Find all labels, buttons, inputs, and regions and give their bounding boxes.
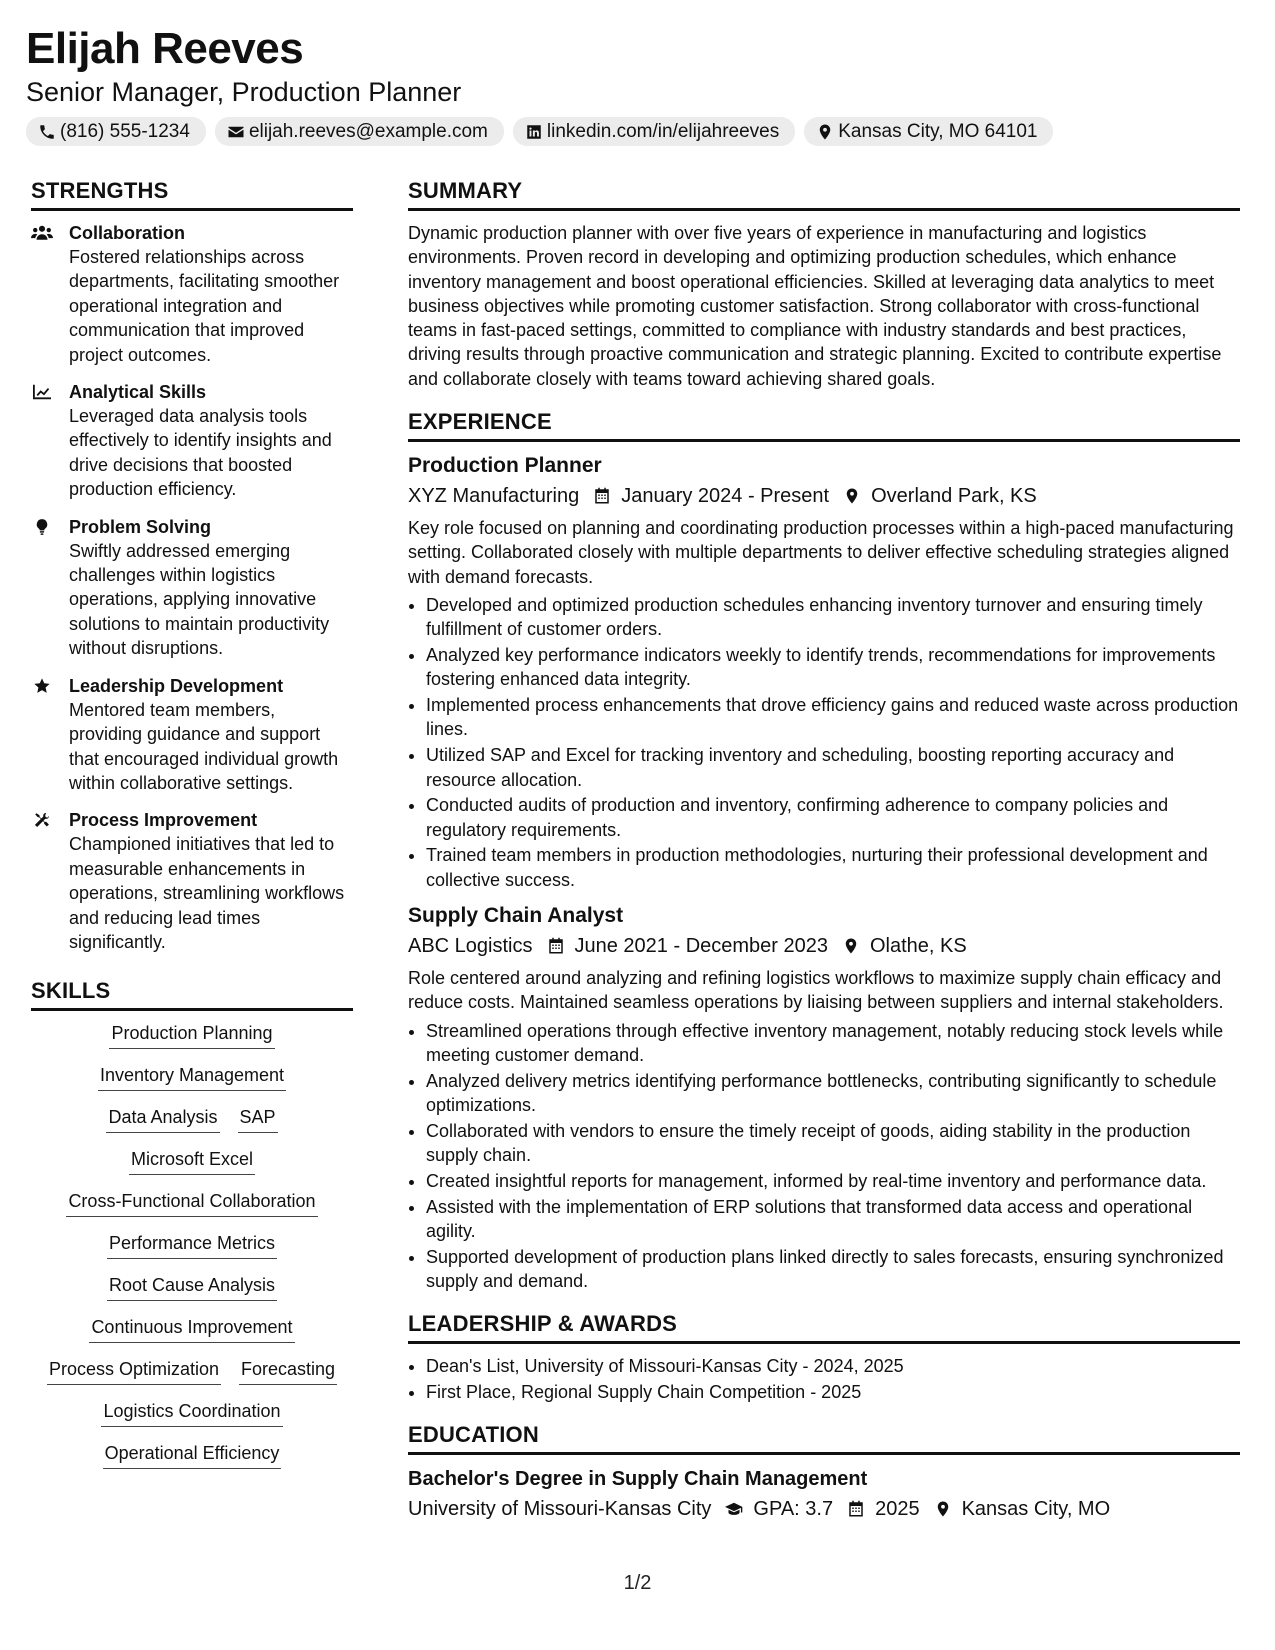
contact-linkedin[interactable]	[513, 117, 795, 146]
job-title: Supply Chain Analyst	[408, 904, 624, 928]
strength-desc: Mentored team members, providing guidance and support that encouraged individual growth within collaborative settings.	[69, 699, 339, 793]
strength-desc: Swiftly addressed emerging challenges within logistics operations, applying innovative solutions to maintain productivity without disruptions.	[69, 540, 330, 659]
strength-title: Collaboration	[69, 223, 185, 243]
education-meta	[408, 1495, 1240, 1523]
strength-item	[31, 674, 353, 796]
skill-tag: Root Cause Analysis	[107, 1273, 277, 1301]
calendar-icon	[547, 937, 565, 955]
bullet-item: • Implemented process enhancements that drove efficiency gains and reduced waste across production lines.	[426, 693, 1240, 742]
school-name: University of Missouri-Kansas City	[408, 1498, 712, 1521]
users-icon	[31, 224, 53, 242]
linkedin-text: linkedin.com/in/elijahreeves	[546, 120, 780, 142]
contact-bar	[26, 117, 1249, 146]
page-number: 1/2	[623, 1572, 652, 1594]
candidate-name: Elijah Reeves	[26, 24, 304, 73]
skill-tag: Logistics Coordination	[101, 1399, 282, 1427]
job-description: Key role focused on planning and coordinating production processes within a high-paced manufacturing setting. Collaborated closely with multiple departments to deliver effective scheduling strategies aligned with demand forecasts.	[408, 518, 1234, 587]
chart-line-icon	[31, 383, 53, 401]
strength-item	[31, 380, 353, 502]
map-pin-icon	[843, 487, 861, 505]
bullet-item: • Assisted with the implementation of ERP solutions that transformed data access and operational agility.	[426, 1195, 1240, 1244]
bullet-item: • Conducted audits of production and inventory, confirming adherence to company policies and regulatory requirements.	[426, 793, 1240, 842]
graduation-year: 2025	[875, 1498, 920, 1521]
skill-tag: Performance Metrics	[107, 1231, 277, 1259]
email-text: elijah.reeves@example.com	[248, 120, 488, 142]
job-bullets	[408, 1019, 1240, 1294]
strength-title: Process Improvement	[69, 810, 258, 831]
right-column	[408, 176, 1240, 1529]
strength-item	[31, 515, 353, 661]
skill-tag: Process Optimization	[47, 1357, 221, 1385]
resume-header	[26, 24, 1249, 146]
strength-desc: Championed initiatives that led to measurable enhancements in operations, streamlining workflows and reducing lead times significantly.	[69, 834, 345, 952]
strength-desc: Leveraged data analysis tools effectively to identify insights and drive decisions that boosted production efficiency.	[69, 406, 332, 500]
contact-email[interactable]	[215, 117, 504, 146]
bullet-item: • Streamlined operations through effective inventory management, notably reducing stock levels while meeting customer demand.	[426, 1019, 1240, 1068]
bullet-item: • Supported development of production plans linked directly to sales forecasts, ensuring synchronized supply and demand.	[426, 1245, 1240, 1294]
skill-tag: Data Analysis	[106, 1105, 219, 1133]
contact-phone[interactable]	[26, 117, 206, 146]
skill-tag: Inventory Management	[98, 1063, 286, 1091]
job-meta	[408, 482, 1240, 510]
candidate-title: Senior Manager, Production Planner	[26, 77, 462, 107]
strengths-heading: STRENGTHS	[31, 176, 353, 211]
job-company: ABC Logistics	[408, 935, 533, 958]
tools-icon	[31, 811, 53, 829]
degree-title: Bachelor's Degree in Supply Chain Management	[408, 1468, 868, 1491]
skill-tag: Cross-Functional Collaboration	[66, 1189, 317, 1217]
envelope-icon	[227, 123, 245, 141]
award-item: • First Place, Regional Supply Chain Competition - 2025	[426, 1380, 1240, 1404]
graduation-cap-icon	[725, 1500, 743, 1518]
job-location: Overland Park, KS	[871, 485, 1037, 508]
linkedin-icon	[525, 123, 543, 141]
contact-location[interactable]	[804, 117, 1053, 146]
strength-title: Problem Solving	[69, 516, 212, 537]
job-title: Production Planner	[408, 454, 602, 478]
skills-list	[31, 1021, 353, 1469]
bullet-item: • Analyzed delivery metrics identifying performance bottlenecks, contributing significantly to schedule optimizations.	[426, 1069, 1240, 1118]
summary-text: Dynamic production planner with over five years of experience in manufacturing and logistics environments. Proven record in developing and optimizing production schedules, which enhance inventory management and boost operational efficiencies. Skilled at leveraging data analytics to meet business objectives while promoting customer satisfaction. Strong collaborator with cross-functional teams in fast-paced settings, committed to compliance with industry standards and best practices, driving results through proactive communication and strategic planning. Excited to contribute expertise and collaborate closely with teams toward achieving shared goals.	[408, 223, 1222, 389]
skill-tag: Operational Efficiency	[103, 1441, 282, 1469]
phone-text: (816) 555-1234	[60, 120, 190, 142]
experience-heading: EXPERIENCE	[408, 407, 1240, 442]
bullet-item: • Developed and optimized production schedules enhancing inventory turnover and ensuring timely fulfillment of customer orders.	[426, 593, 1240, 642]
map-pin-icon	[934, 1500, 952, 1518]
skill-tag: Production Planning	[109, 1021, 274, 1049]
strength-title: Leadership Development	[69, 675, 284, 696]
awards-heading: LEADERSHIP & AWARDS	[408, 1309, 1240, 1344]
bullet-item: • Utilized SAP and Excel for tracking inventory and scheduling, boosting reporting accuracy and resource allocation.	[426, 743, 1240, 792]
star-icon	[31, 677, 53, 695]
bullet-item: • Analyzed key performance indicators weekly to identify trends, recommendations for improvements fostering enhanced data integrity.	[426, 643, 1240, 692]
strength-item	[31, 221, 353, 367]
map-pin-icon	[816, 123, 834, 141]
bullet-item: • Created insightful reports for management, informed by real-time inventory and performance data.	[426, 1169, 1240, 1193]
bullet-item: • Trained team members in production methodologies, nurturing their professional development and collective success.	[426, 843, 1240, 892]
job-meta	[408, 932, 1240, 960]
school-location: Kansas City, MO	[961, 1498, 1111, 1521]
job-company: XYZ Manufacturing	[408, 485, 580, 508]
job-bullets	[408, 593, 1240, 892]
job-description: Role centered around analyzing and refining logistics workflows to maximize supply chain efficacy and reduce costs. Maintained seamless operations by liaising between suppliers and internal stakeholders.	[408, 968, 1224, 1013]
gpa-text: GPA: 3.7	[753, 1498, 834, 1521]
skill-tag: SAP	[238, 1105, 278, 1133]
skill-tag: Continuous Improvement	[89, 1315, 294, 1343]
job-dates: June 2021 - December 2023	[574, 935, 828, 958]
calendar-icon	[593, 487, 611, 505]
lightbulb-icon	[31, 518, 53, 536]
job-entry	[408, 452, 1240, 892]
skills-heading: SKILLS	[31, 976, 353, 1011]
phone-icon	[38, 123, 56, 141]
skill-tag: Microsoft Excel	[129, 1147, 255, 1175]
location-text: Kansas City, MO 64101	[838, 120, 1038, 142]
strength-item	[31, 808, 353, 954]
map-pin-icon	[842, 937, 860, 955]
strength-title: Analytical Skills	[69, 382, 207, 403]
education-heading: EDUCATION	[408, 1420, 1240, 1455]
strength-desc: Fostered relationships across departments, facilitating smoother operational integration and communication that improved project outcomes.	[69, 247, 340, 365]
awards-list	[408, 1354, 1240, 1404]
job-location: Olathe, KS	[870, 935, 967, 958]
job-dates: January 2024 - Present	[621, 485, 830, 508]
bullet-item: • Collaborated with vendors to ensure the timely receipt of goods, aiding stability in the production supply chain.	[426, 1119, 1240, 1168]
award-item: • Dean's List, University of Missouri-Kansas City - 2024, 2025	[426, 1354, 1240, 1378]
left-column	[31, 176, 353, 1469]
calendar-icon	[847, 1500, 865, 1518]
summary-heading: SUMMARY	[408, 176, 1240, 211]
job-entry	[408, 902, 1240, 1293]
skill-tag: Forecasting	[239, 1357, 337, 1385]
